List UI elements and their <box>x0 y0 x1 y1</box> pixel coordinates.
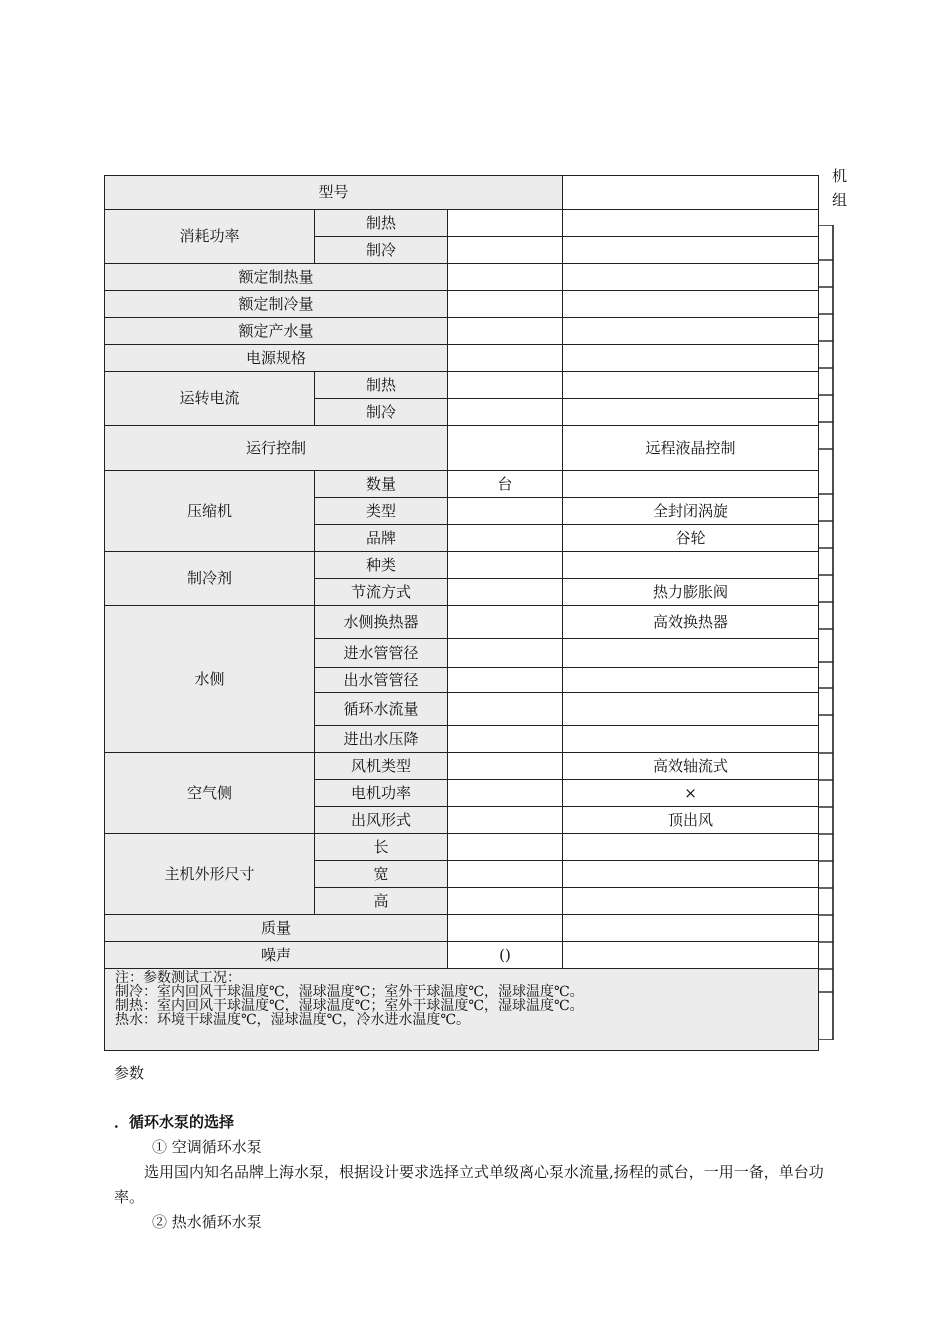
outlet-pipe-unit <box>448 668 563 693</box>
inlet-pipe-label: 进水管管径 <box>315 639 448 668</box>
table-row <box>105 552 819 579</box>
current-heating-label: 制热 <box>315 372 448 399</box>
water-flow-unit <box>448 693 563 726</box>
table-row <box>105 264 819 291</box>
current-cooling-value <box>563 399 819 426</box>
rated-cooling-label: 额定制冷量 <box>105 291 448 318</box>
side-label-char: 机 <box>832 167 848 185</box>
air-outlet-unit <box>448 807 563 834</box>
power-heating-label: 制热 <box>315 210 448 237</box>
length-label: 长 <box>315 834 448 861</box>
power-spec-value <box>563 345 819 372</box>
table-row <box>105 753 819 780</box>
fan-type-value: 高效轴流式 <box>563 753 819 780</box>
power-spec-unit <box>448 345 563 372</box>
table-row <box>105 969 819 1051</box>
list-item: ① 空调循环水泵 <box>152 1138 262 1156</box>
side-bracket <box>819 225 834 1040</box>
rated-heating-unit <box>448 264 563 291</box>
model-value <box>563 176 819 210</box>
dimensions-label: 主机外形尺寸 <box>105 834 315 915</box>
table-row <box>105 426 819 471</box>
length-unit <box>448 834 563 861</box>
current-heating-unit <box>448 372 563 399</box>
model-label: 型号 <box>105 176 563 210</box>
outlet-pipe-value <box>563 668 819 693</box>
power-cooling-value <box>563 237 819 264</box>
width-unit <box>448 861 563 888</box>
note-line: 制冷：室内回风干球温度℃，湿球温度℃；室外干球温度℃，湿球温度℃。 <box>115 984 584 1000</box>
refrigerant-kind-value <box>563 552 819 579</box>
table-row <box>105 318 819 345</box>
throttle-value: 热力膨胀阀 <box>563 579 819 606</box>
refrigerant-kind-unit <box>448 552 563 579</box>
water-exchanger-value: 高效换热器 <box>563 606 819 639</box>
compressor-type-value: 全封闭涡旋 <box>563 498 819 525</box>
motor-power-unit <box>448 780 563 807</box>
table-row <box>105 372 819 399</box>
throttle-label: 节流方式 <box>315 579 448 606</box>
power-consumption-label: 消耗功率 <box>105 210 315 264</box>
noise-label: 噪声 <box>105 942 448 969</box>
table-row <box>105 345 819 372</box>
weight-unit <box>448 915 563 942</box>
weight-label: 质量 <box>105 915 448 942</box>
pressure-drop-unit <box>448 726 563 753</box>
fan-type-unit <box>448 753 563 780</box>
air-outlet-value: 顶出风 <box>563 807 819 834</box>
water-flow-value <box>563 693 819 726</box>
air-side-label: 空气侧 <box>105 753 315 834</box>
throttle-unit <box>448 579 563 606</box>
side-label-char: 组 <box>832 191 848 209</box>
height-value <box>563 888 819 915</box>
motor-power-label: 电机功率 <box>315 780 448 807</box>
water-exchanger-unit <box>448 606 563 639</box>
compressor-brand-unit <box>448 525 563 552</box>
table-caption: 参数 <box>114 1064 145 1082</box>
compressor-brand-label: 品牌 <box>315 525 448 552</box>
pressure-drop-label: 进出水压降 <box>315 726 448 753</box>
run-control-value: 远程液晶控制 <box>563 426 819 471</box>
note-line: 制热：室内回风干球温度℃，湿球温度℃；室外干球温度℃，湿球温度℃。 <box>115 998 584 1014</box>
refrigerant-kind-label: 种类 <box>315 552 448 579</box>
table-row <box>105 915 819 942</box>
rated-heating-label: 额定制热量 <box>105 264 448 291</box>
inlet-pipe-value <box>563 639 819 668</box>
water-side-label: 水侧 <box>105 606 315 753</box>
width-value <box>563 861 819 888</box>
body-paragraph <box>114 1160 849 1210</box>
power-heating-unit <box>448 210 563 237</box>
compressor-type-unit <box>448 498 563 525</box>
rated-cooling-value <box>563 291 819 318</box>
height-label: 高 <box>315 888 448 915</box>
rated-hot-water-unit <box>448 318 563 345</box>
table-row <box>105 471 819 498</box>
rated-hot-water-value <box>563 318 819 345</box>
compressor-brand-value: 谷轮 <box>563 525 819 552</box>
run-control-label: 运行控制 <box>105 426 448 471</box>
inlet-pipe-unit <box>448 639 563 668</box>
outlet-pipe-label: 出水管管径 <box>315 668 448 693</box>
spec-table <box>104 175 819 1051</box>
current-cooling-label: 制冷 <box>315 399 448 426</box>
motor-power-value: × <box>563 780 819 807</box>
water-flow-label: 循环水流量 <box>315 693 448 726</box>
water-exchanger-label: 水侧换热器 <box>315 606 448 639</box>
length-value <box>563 834 819 861</box>
pressure-drop-value <box>563 726 819 753</box>
table-row <box>105 291 819 318</box>
power-heating-value <box>563 210 819 237</box>
list-item: ② 热水循环水泵 <box>152 1213 262 1231</box>
test-conditions-note <box>105 969 819 1051</box>
compressor-label: 压缩机 <box>105 471 315 552</box>
noise-value <box>563 942 819 969</box>
section-title: ．循环水泵的选择 <box>114 1113 235 1131</box>
compressor-qty-unit: 台 <box>448 471 563 498</box>
weight-value <box>563 915 819 942</box>
refrigerant-label: 制冷剂 <box>105 552 315 606</box>
height-unit <box>448 888 563 915</box>
table-row <box>105 834 819 861</box>
table-row <box>105 606 819 639</box>
air-outlet-label: 出风形式 <box>315 807 448 834</box>
noise-unit: () <box>448 942 563 969</box>
note-line: 注：参数测试工况： <box>115 970 241 986</box>
width-label: 宽 <box>315 861 448 888</box>
run-control-unit <box>448 426 563 471</box>
current-heating-value <box>563 372 819 399</box>
rated-heating-value <box>563 264 819 291</box>
note-line: 热水：环境干球温度℃，湿球温度℃，冷水进水温度℃。 <box>115 1012 470 1028</box>
power-cooling-label: 制冷 <box>315 237 448 264</box>
current-cooling-unit <box>448 399 563 426</box>
compressor-type-label: 类型 <box>315 498 448 525</box>
table-row <box>105 942 819 969</box>
running-current-label: 运转电流 <box>105 372 315 426</box>
compressor-qty-label: 数量 <box>315 471 448 498</box>
paragraph-text: 选用国内知名品牌上海水泵，根据设计要求选择立式单级离心泵水流量,扬程的贰台，一用一备，单台功率。 <box>114 1163 824 1206</box>
compressor-qty-value <box>563 471 819 498</box>
table-row <box>105 176 819 210</box>
table-row <box>105 210 819 237</box>
rated-cooling-unit <box>448 291 563 318</box>
fan-type-label: 风机类型 <box>315 753 448 780</box>
power-spec-label: 电源规格 <box>105 345 448 372</box>
rated-hot-water-label: 额定产水量 <box>105 318 448 345</box>
power-cooling-unit <box>448 237 563 264</box>
